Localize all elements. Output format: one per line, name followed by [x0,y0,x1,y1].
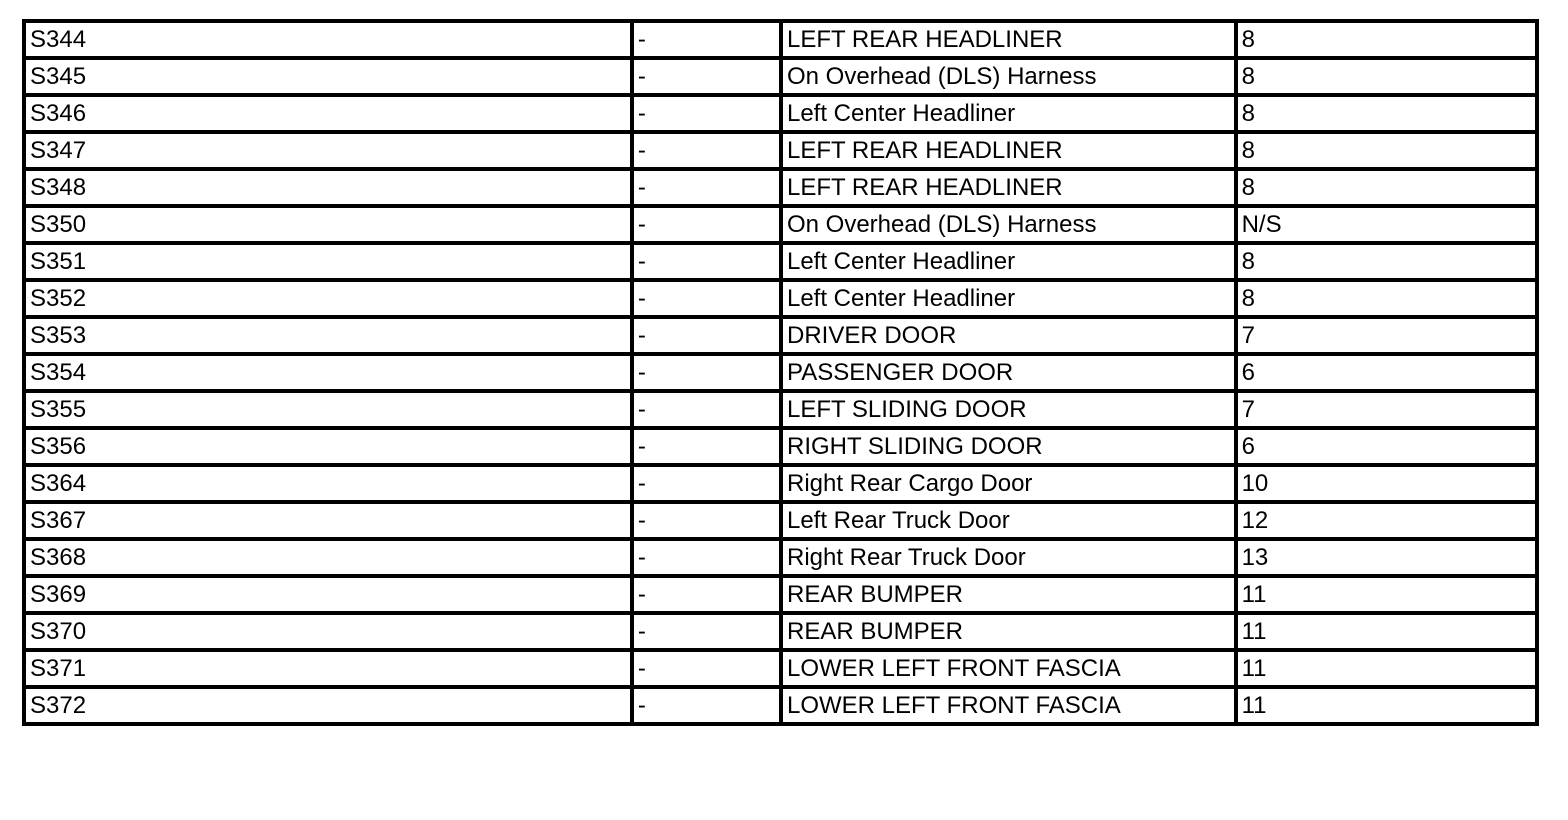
location-cell: Left Center Headliner [781,243,1236,280]
splice-id-cell: S367 [24,502,632,539]
table-row [24,169,1537,206]
table-row [24,502,1537,539]
dash-cell: - [632,428,781,465]
location-cell: LEFT REAR HEADLINER [781,132,1236,169]
table-row [24,687,1537,724]
dash-cell: - [632,354,781,391]
splice-id-cell: S345 [24,58,632,95]
dash-cell: - [632,95,781,132]
location-cell: RIGHT SLIDING DOOR [781,428,1236,465]
page-cell: 8 [1236,58,1537,95]
dash-cell: - [632,613,781,650]
page-cell: 10 [1236,465,1537,502]
dash-cell: - [632,169,781,206]
table-row [24,243,1537,280]
dash-cell: - [632,539,781,576]
location-cell: Right Rear Truck Door [781,539,1236,576]
dash-cell: - [632,576,781,613]
splice-id-cell: S353 [24,317,632,354]
splice-id-cell: S355 [24,391,632,428]
splice-id-cell: S350 [24,206,632,243]
splice-id-cell: S369 [24,576,632,613]
dash-cell: - [632,687,781,724]
dash-cell: - [632,502,781,539]
table-row [24,58,1537,95]
splice-id-cell: S346 [24,95,632,132]
location-cell: LOWER LEFT FRONT FASCIA [781,650,1236,687]
page-cell: 8 [1236,95,1537,132]
table-row [24,428,1537,465]
location-cell: REAR BUMPER [781,576,1236,613]
splice-id-cell: S347 [24,132,632,169]
page-cell: 11 [1236,687,1537,724]
table-row [24,576,1537,613]
location-cell: Left Center Headliner [781,280,1236,317]
dash-cell: - [632,391,781,428]
page-cell: 8 [1236,21,1537,58]
page-cell: 7 [1236,391,1537,428]
location-cell: REAR BUMPER [781,613,1236,650]
splice-id-cell: S348 [24,169,632,206]
splice-id-cell: S354 [24,354,632,391]
table-body [24,21,1537,724]
page-cell: 7 [1236,317,1537,354]
table-row [24,613,1537,650]
page-cell: N/S [1236,206,1537,243]
page-cell: 13 [1236,539,1537,576]
page-cell: 12 [1236,502,1537,539]
location-cell: PASSENGER DOOR [781,354,1236,391]
splice-id-cell: S344 [24,21,632,58]
splice-id-cell: S352 [24,280,632,317]
page-cell: 8 [1236,169,1537,206]
splice-id-cell: S351 [24,243,632,280]
table-row [24,206,1537,243]
splice-id-cell: S371 [24,650,632,687]
table-row [24,465,1537,502]
table-row [24,280,1537,317]
splice-id-cell: S370 [24,613,632,650]
dash-cell: - [632,58,781,95]
page-cell: 6 [1236,354,1537,391]
location-cell: LEFT REAR HEADLINER [781,169,1236,206]
splice-id-cell: S368 [24,539,632,576]
location-cell: LEFT SLIDING DOOR [781,391,1236,428]
location-cell: Left Rear Truck Door [781,502,1236,539]
page-cell: 11 [1236,613,1537,650]
location-cell: On Overhead (DLS) Harness [781,58,1236,95]
page-cell: 6 [1236,428,1537,465]
dash-cell: - [632,465,781,502]
page-cell: 11 [1236,576,1537,613]
location-cell: LOWER LEFT FRONT FASCIA [781,687,1236,724]
location-cell: LEFT REAR HEADLINER [781,21,1236,58]
page-cell: 8 [1236,243,1537,280]
page-cell: 8 [1236,132,1537,169]
splice-id-cell: S356 [24,428,632,465]
table-row [24,539,1537,576]
table-row [24,354,1537,391]
location-cell: DRIVER DOOR [781,317,1236,354]
location-cell: Left Center Headliner [781,95,1236,132]
location-cell: Right Rear Cargo Door [781,465,1236,502]
location-cell: On Overhead (DLS) Harness [781,206,1236,243]
table-row [24,95,1537,132]
dash-cell: - [632,132,781,169]
dash-cell: - [632,650,781,687]
dash-cell: - [632,280,781,317]
dash-cell: - [632,21,781,58]
table-row [24,132,1537,169]
dash-cell: - [632,243,781,280]
table-row [24,391,1537,428]
dash-cell: - [632,206,781,243]
page-cell: 11 [1236,650,1537,687]
splice-id-cell: S372 [24,687,632,724]
table-row [24,650,1537,687]
splice-location-table [22,19,1539,726]
dash-cell: - [632,317,781,354]
splice-id-cell: S364 [24,465,632,502]
page-cell: 8 [1236,280,1537,317]
table-row [24,317,1537,354]
table-row [24,21,1537,58]
